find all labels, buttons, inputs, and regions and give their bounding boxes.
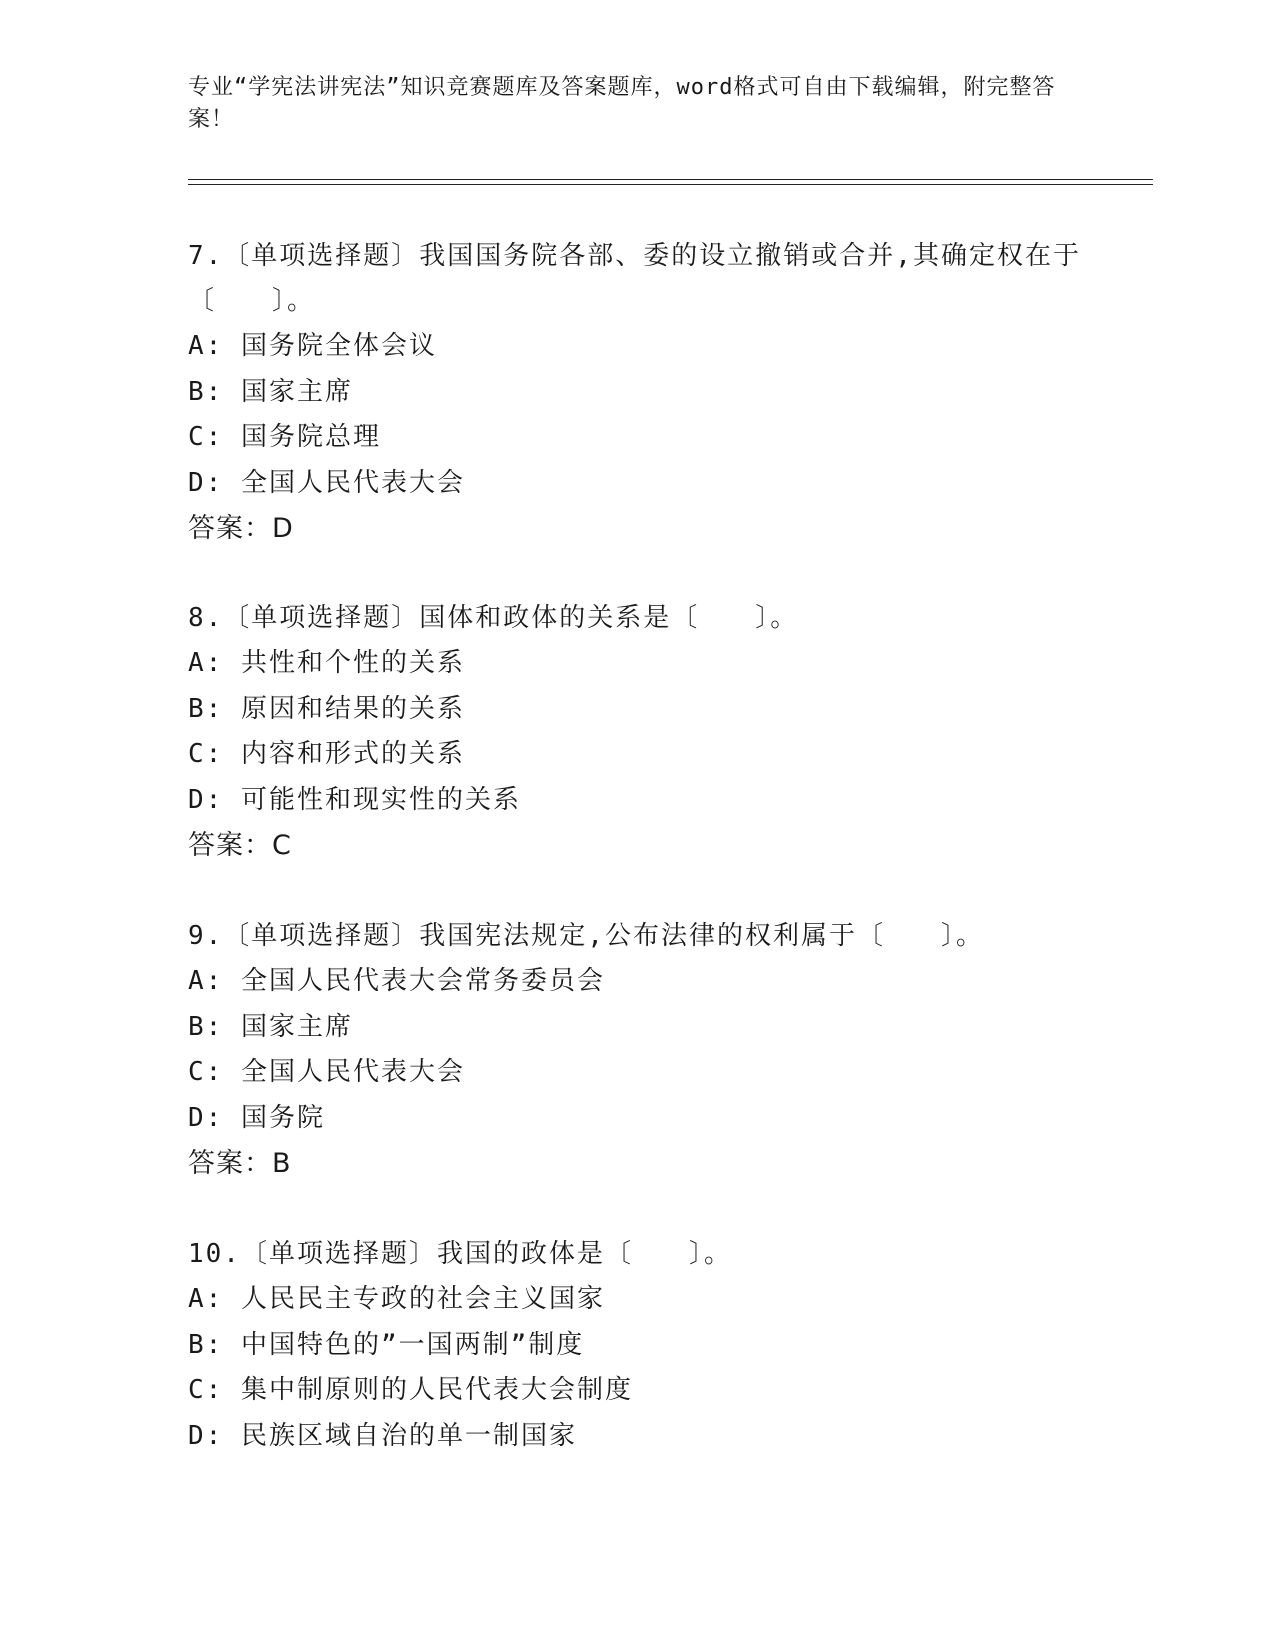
document-header	[188, 72, 1088, 136]
answer-line: 答案：B	[188, 1148, 292, 1179]
question-8	[188, 596, 1088, 869]
question-stem: 9.〔单项选择题〕我国宪法规定,公布法律的权利属于〔 〕。	[188, 921, 984, 951]
option-a: A: 人民民主专政的社会主义国家	[188, 1284, 605, 1314]
option-b: B: 原因和结果的关系	[188, 693, 465, 724]
question-stem: 7.〔单项选择题〕我国国务院各部、委的设立撤销或合并,其确定权在于〔 〕。	[188, 241, 1081, 316]
option-d: D: 可能性和现实性的关系	[188, 784, 521, 815]
option-b: B: 国家主席	[188, 376, 353, 407]
header-text: 专业“学宪法讲宪法”知识竞赛题库及答案题库，word格式可自由下载编辑，附完整答案！	[188, 75, 1056, 132]
question-stem: 10.〔单项选择题〕我国的政体是〔 〕。	[188, 1239, 732, 1269]
option-a: A: 国务院全体会议	[188, 331, 437, 361]
question-7	[188, 234, 1088, 552]
option-c: C: 内容和形式的关系	[188, 739, 465, 769]
header-divider-bottom	[188, 184, 1153, 185]
option-c: C: 国务院总理	[188, 422, 381, 452]
question-9	[188, 914, 1088, 1187]
option-d: D: 国务院	[188, 1102, 325, 1133]
option-a: A: 共性和个性的关系	[188, 648, 465, 678]
question-stem: 8.〔单项选择题〕国体和政体的关系是〔 〕。	[188, 603, 799, 633]
option-d: D: 民族区域自治的单一制国家	[188, 1420, 577, 1451]
option-b: B: 国家主席	[188, 1011, 353, 1042]
option-a: A: 全国人民代表大会常务委员会	[188, 966, 605, 996]
answer-line: 答案：C	[188, 830, 292, 861]
question-10	[188, 1232, 1088, 1459]
answer-line: 答案：D	[188, 513, 294, 544]
option-c: C: 集中制原则的人民代表大会制度	[188, 1375, 633, 1405]
header-divider-top	[188, 179, 1153, 180]
option-b: B: 中国特色的”一国两制”制度	[188, 1329, 585, 1360]
option-d: D: 全国人民代表大会	[188, 467, 465, 498]
option-c: C: 全国人民代表大会	[188, 1057, 465, 1087]
